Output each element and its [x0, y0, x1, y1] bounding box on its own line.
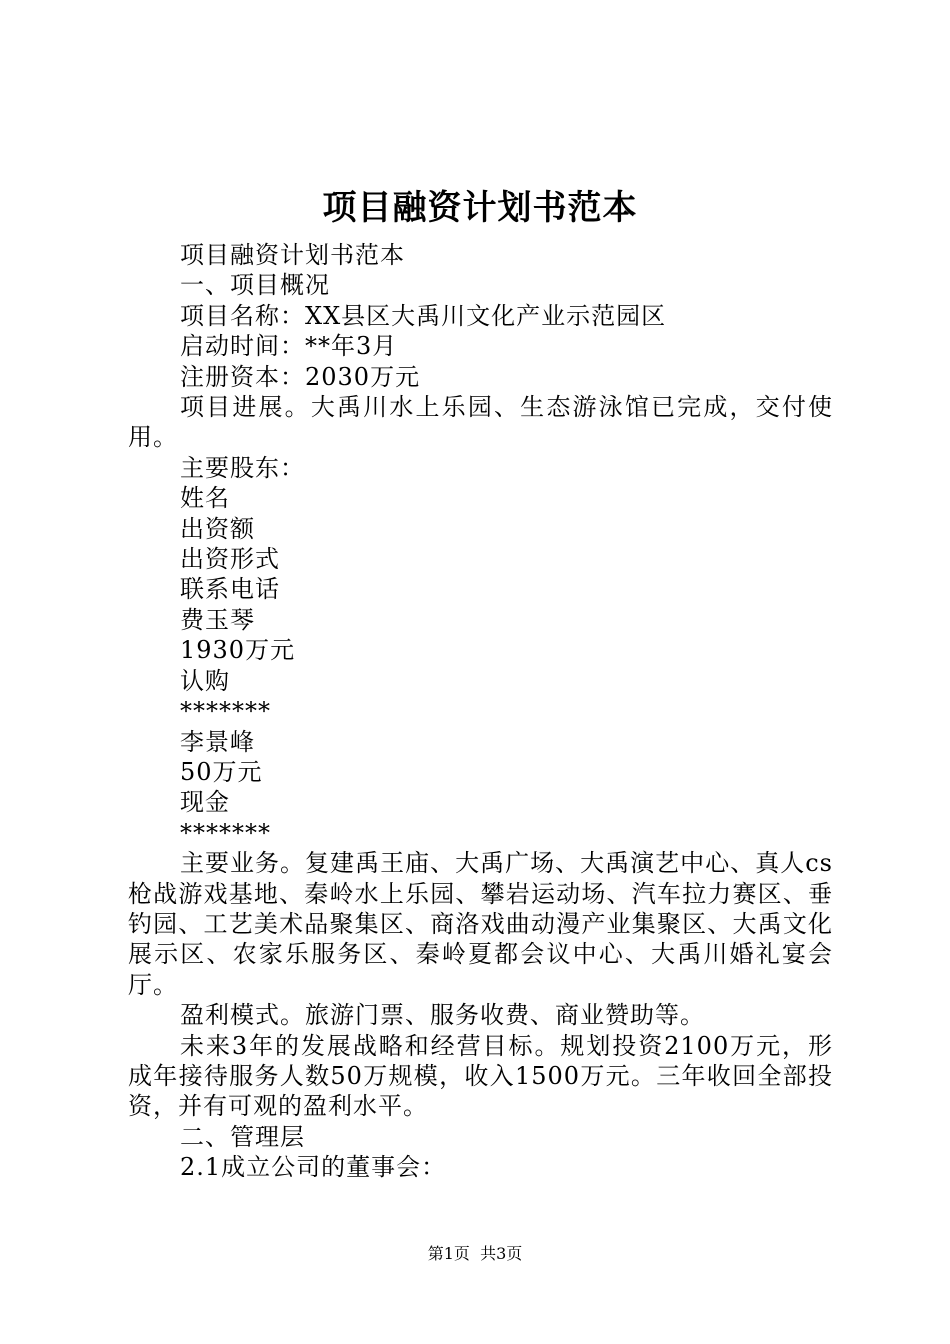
paragraph: 未来3年的发展战略和经营目标。规划投资2100万元，形成年接待服务人数50万规模，收入1500万元。三年收回全部投资，并有可观的盈利水平。 — [128, 1031, 833, 1121]
section-heading: 二、管理层 — [180, 1122, 305, 1151]
shareholder-header: 出资形式 — [180, 545, 280, 574]
shareholder-cell: 1930万元 — [180, 636, 296, 665]
shareholder-cell: 50万元 — [180, 757, 263, 786]
paragraph: 盈利模式。旅游门票、服务收费、商业赞助等。 — [180, 1001, 705, 1030]
section-heading: 一、项目概况 — [180, 271, 330, 300]
page-footer — [0, 1243, 950, 1265]
page-number: 第1页 — [427, 1244, 470, 1263]
page-total: 共3页 — [480, 1244, 523, 1263]
paragraph: 2.1成立公司的董事会： — [180, 1153, 447, 1182]
paragraph: 项目进展。大禹川水上乐园、生态游泳馆已完成，交付使用。 — [128, 393, 833, 452]
shareholder-header: 姓名 — [180, 484, 230, 513]
document-body — [128, 240, 833, 1183]
shareholder-header: 联系电话 — [180, 575, 280, 604]
paragraph: 启动时间：**年3月 — [180, 332, 398, 361]
shareholder-cell: 费玉琴 — [180, 605, 255, 634]
shareholder-cell: 认购 — [180, 666, 230, 695]
paragraph: 注册资本：2030万元 — [180, 362, 421, 391]
shareholder-cell: ******* — [180, 818, 271, 847]
paragraph: 项目名称：XX县区大禹川文化产业示范园区 — [180, 301, 667, 330]
shareholder-cell: ******* — [180, 697, 271, 726]
paragraph: 项目融资计划书范本 — [180, 241, 405, 269]
paragraph: 主要业务。复建禹王庙、大禹广场、大禹演艺中心、真人cs枪战游戏基地、秦岭水上乐园、攀岩运动场、汽车拉力赛区、垂钓园、工艺美术品聚集区、商洛戏曲动漫产业集聚区、大禹文化展示区、农家乐服务区、秦岭夏都会议中心、大禹川婚礼宴会厅。 — [128, 849, 833, 999]
paragraph: 主要股东： — [180, 453, 305, 482]
document-title: 项目融资计划书范本 — [322, 188, 638, 228]
shareholder-cell: 现金 — [180, 788, 230, 817]
shareholder-header: 出资额 — [180, 514, 255, 543]
shareholder-cell: 李景峰 — [180, 727, 255, 756]
